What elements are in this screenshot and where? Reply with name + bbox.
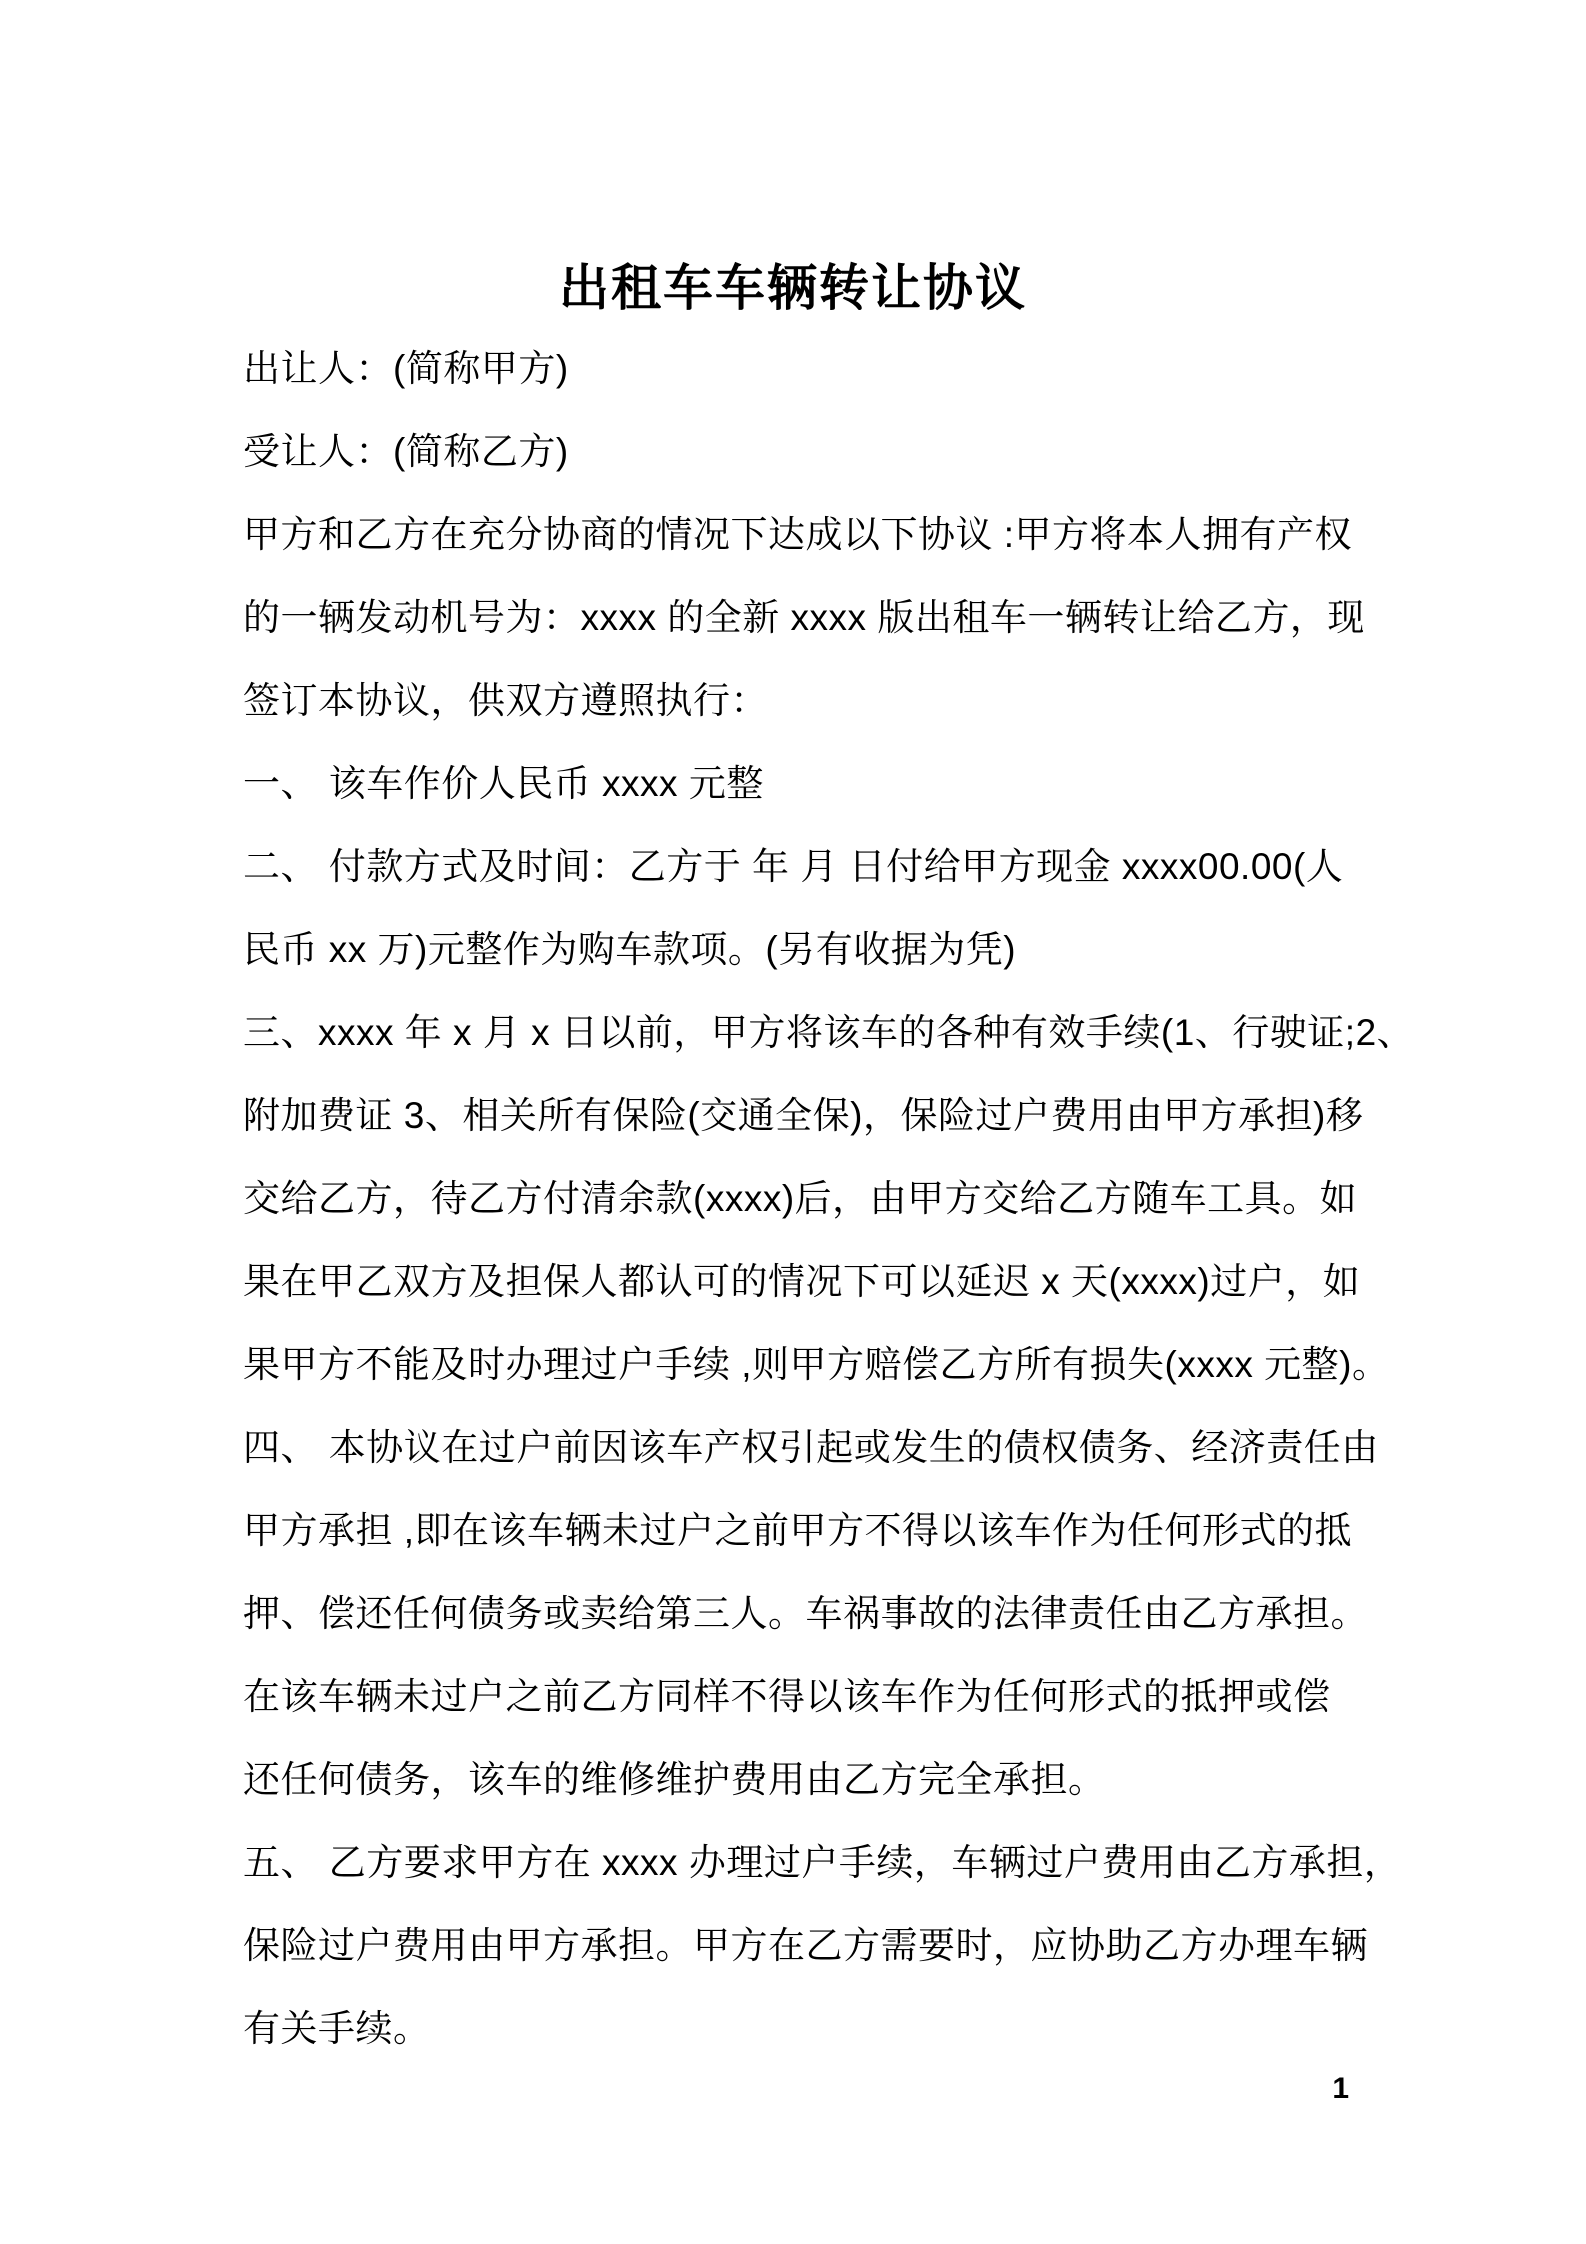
document-body [243, 327, 1415, 2070]
document-line: 果在甲乙双方及担保人都认可的情况下可以延迟 x 天(xxxx)过户，如 [243, 1261, 1361, 1302]
document-line: 交给乙方，待乙方付清余款(xxxx)后，由甲方交给乙方随车工具。如 [243, 1178, 1358, 1219]
document-line: 甲方承担 ,即在该车辆未过户之前甲方不得以该车作为任何形式的抵 [243, 1510, 1353, 1551]
document-line: 在该车辆未过户之前乙方同样不得以该车作为任何形式的抵押或偿 [243, 1676, 1331, 1717]
document-line: 果甲方不能及时办理过户手续 ,则甲方赔偿乙方所有损失(xxxx 元整)。 [243, 1344, 1390, 1385]
document-line-clause-1: 一、 该车作价人民币 xxxx 元整 [243, 763, 764, 804]
document-line: 附加费证 3、相关所有保险(交通全保)，保险过户费用由甲方承担)移 [243, 1095, 1364, 1136]
document-line: 签订本协议，供双方遵照执行： [243, 680, 768, 721]
document-line: 押、偿还任何债务或卖给第三人。车祸事故的法律责任由乙方承担。 [243, 1593, 1368, 1634]
document-line: 还任何债务，该车的维修维护费用由乙方完全承担。 [243, 1759, 1106, 1800]
document-line-clause-5: 五、 乙方要求甲方在 xxxx 办理过户手续，车辆过户费用由乙方承担， [243, 1842, 1402, 1883]
document-line: 有关手续。 [243, 2008, 431, 2049]
document-line-transferee: 受让人：(简称乙方) [243, 431, 569, 472]
document-line-clause-4: 四、 本协议在过户前因该车产权引起或发生的债权债务、经济责任由 [243, 1427, 1379, 1468]
document-line-transferor: 出让人：(简称甲方) [243, 348, 569, 389]
document-line: 保险过户费用由甲方承担。甲方在乙方需要时，应协助乙方办理车辆 [243, 1925, 1368, 1966]
document-line: 的一辆发动机号为：xxxx 的全新 xxxx 版出租车一辆转让给乙方，现 [243, 597, 1365, 638]
document-line-clause-3: 三、xxxx 年 x 月 x 日以前，甲方将该车的各种有效手续(1、行驶证;2、 [243, 1012, 1415, 1053]
document-title: 出租车车辆转让协议 [559, 260, 1027, 316]
document-line: 甲方和乙方在充分协商的情况下达成以下协议 :甲方将本人拥有产权 [243, 514, 1353, 555]
document-line: 民币 xx 万)元整作为购车款项。(另有收据为凭) [243, 929, 1017, 970]
page-number: 1 [1332, 2072, 1349, 2105]
document-line-clause-2: 二、 付款方式及时间：乙方于 年 月 日付给甲方现金 xxxx00.00(人 [243, 846, 1344, 887]
